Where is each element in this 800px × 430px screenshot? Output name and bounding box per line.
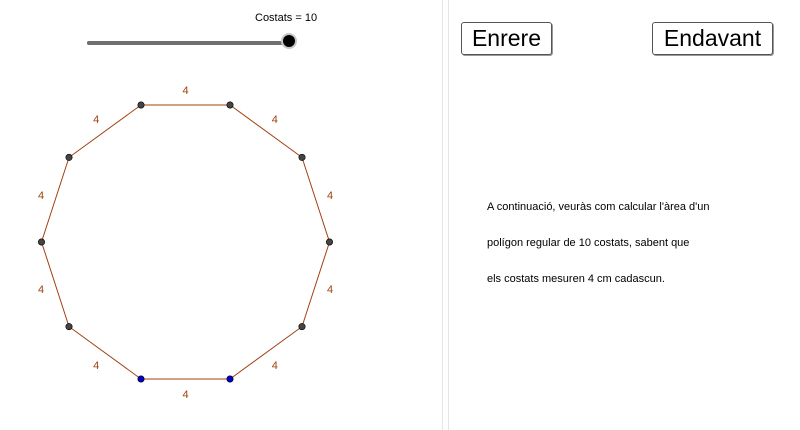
vertex-point xyxy=(299,323,305,329)
polygon-vertices xyxy=(38,102,332,382)
side-length-label: 4 xyxy=(37,284,45,296)
side-length-label: 4 xyxy=(271,359,278,372)
vertex-point xyxy=(227,102,233,108)
side-labels xyxy=(38,85,333,401)
side-length-label: 4 xyxy=(182,85,189,97)
vertex-point xyxy=(66,154,72,160)
regular-polygon xyxy=(42,105,330,379)
description-line-1: A continuació, veuràs com calcular l'àrea d'un xyxy=(487,201,710,213)
side-length-label: 4 xyxy=(271,114,278,127)
description-line-3: els costats mesuren 4 cm cadascun. xyxy=(487,273,665,285)
vertex-point xyxy=(326,239,332,245)
next-button[interactable]: Endavant xyxy=(652,22,773,55)
base-vertex-point[interactable] xyxy=(138,376,144,382)
prev-button[interactable]: Enrere xyxy=(461,22,552,55)
text-view xyxy=(449,0,800,430)
side-length-label: 4 xyxy=(326,190,334,202)
side-length-label: 4 xyxy=(326,284,334,296)
description-line-2: polígon regular de 10 costats, sabent que xyxy=(487,237,690,249)
vertex-point xyxy=(299,154,305,160)
side-length-label: 4 xyxy=(93,359,100,372)
base-vertex-point[interactable] xyxy=(227,376,233,382)
slider-caption: Costats = 10 xyxy=(255,12,318,24)
side-length-label: 4 xyxy=(93,114,100,127)
vertex-point xyxy=(38,239,44,245)
vertex-point xyxy=(138,102,144,108)
side-length-label: 4 xyxy=(37,190,45,202)
vertex-point xyxy=(66,323,72,329)
side-length-label: 4 xyxy=(182,389,189,401)
view-divider[interactable] xyxy=(442,0,449,430)
